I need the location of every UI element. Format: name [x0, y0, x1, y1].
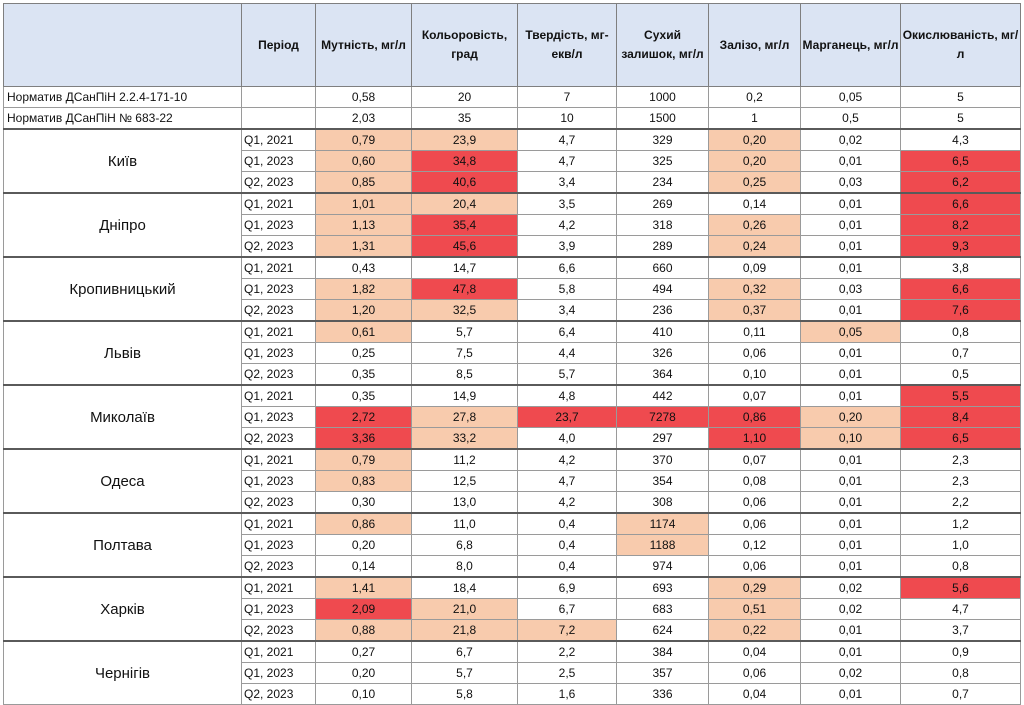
city-group	[4, 577, 1021, 641]
value-cell-iron: 0,26	[709, 215, 801, 236]
value-cell-manganese: 0,01	[801, 535, 901, 556]
value-cell-turbidity: 1,01	[316, 193, 412, 215]
period-cell: Q1, 2021	[242, 321, 316, 343]
value-cell-iron: 0,32	[709, 279, 801, 300]
value-cell-hardness: 6,6	[518, 257, 617, 279]
period-cell: Q2, 2023	[242, 684, 316, 705]
city-group	[4, 321, 1021, 385]
value-cell-oxidizability: 9,3	[901, 236, 1021, 258]
norm-value-color: 20	[412, 87, 518, 108]
value-cell-oxidizability: 7,6	[901, 300, 1021, 322]
value-cell-dry-residue: 289	[617, 236, 709, 258]
value-cell-turbidity: 1,20	[316, 300, 412, 322]
norm-row	[4, 108, 1021, 130]
value-cell-dry-residue: 269	[617, 193, 709, 215]
header-cell-color: Кольоровість, град	[412, 4, 518, 87]
value-cell-oxidizability: 6,5	[901, 151, 1021, 172]
city-group	[4, 193, 1021, 257]
value-cell-iron: 0,20	[709, 151, 801, 172]
value-cell-turbidity: 0,85	[316, 172, 412, 194]
period-cell: Q1, 2021	[242, 449, 316, 471]
value-cell-color: 13,0	[412, 492, 518, 514]
value-cell-dry-residue: 494	[617, 279, 709, 300]
period-cell: Q1, 2021	[242, 385, 316, 407]
value-cell-hardness: 2,2	[518, 641, 617, 663]
value-cell-color: 32,5	[412, 300, 518, 322]
value-cell-iron: 0,07	[709, 449, 801, 471]
value-cell-oxidizability: 0,8	[901, 663, 1021, 684]
period-cell: Q1, 2023	[242, 215, 316, 236]
value-cell-manganese: 0,01	[801, 556, 901, 578]
norm-value-turbidity: 0,58	[316, 87, 412, 108]
value-cell-manganese: 0,02	[801, 599, 901, 620]
norm-value-dry-residue: 1000	[617, 87, 709, 108]
value-cell-manganese: 0,10	[801, 428, 901, 450]
value-cell-manganese: 0,01	[801, 236, 901, 258]
value-cell-oxidizability: 6,2	[901, 172, 1021, 194]
value-cell-manganese: 0,01	[801, 620, 901, 642]
value-cell-oxidizability: 5,5	[901, 385, 1021, 407]
period-cell: Q1, 2021	[242, 513, 316, 535]
value-cell-turbidity: 0,35	[316, 364, 412, 386]
value-cell-hardness: 23,7	[518, 407, 617, 428]
value-cell-hardness: 0,4	[518, 556, 617, 578]
table-row	[4, 385, 1021, 407]
value-cell-turbidity: 0,43	[316, 257, 412, 279]
value-cell-color: 5,7	[412, 663, 518, 684]
value-cell-turbidity: 0,10	[316, 684, 412, 705]
norm-value-manganese: 0,05	[801, 87, 901, 108]
value-cell-turbidity: 0,79	[316, 449, 412, 471]
city-group	[4, 129, 1021, 193]
value-cell-hardness: 6,9	[518, 577, 617, 599]
value-cell-iron: 0,06	[709, 556, 801, 578]
value-cell-turbidity: 0,83	[316, 471, 412, 492]
value-cell-turbidity: 0,20	[316, 535, 412, 556]
value-cell-dry-residue: 683	[617, 599, 709, 620]
table-row	[4, 513, 1021, 535]
value-cell-oxidizability: 0,8	[901, 556, 1021, 578]
period-cell: Q2, 2023	[242, 556, 316, 578]
value-cell-dry-residue: 364	[617, 364, 709, 386]
norm-value-iron: 1	[709, 108, 801, 130]
value-cell-iron: 0,12	[709, 535, 801, 556]
value-cell-turbidity: 1,41	[316, 577, 412, 599]
value-cell-hardness: 6,7	[518, 599, 617, 620]
value-cell-hardness: 4,0	[518, 428, 617, 450]
value-cell-color: 47,8	[412, 279, 518, 300]
table-row	[4, 321, 1021, 343]
value-cell-color: 12,5	[412, 471, 518, 492]
value-cell-manganese: 0,02	[801, 577, 901, 599]
period-cell: Q1, 2023	[242, 599, 316, 620]
value-cell-turbidity: 0,86	[316, 513, 412, 535]
value-cell-color: 35,4	[412, 215, 518, 236]
value-cell-hardness: 3,9	[518, 236, 617, 258]
value-cell-turbidity: 1,31	[316, 236, 412, 258]
value-cell-color: 6,8	[412, 535, 518, 556]
period-cell: Q1, 2023	[242, 471, 316, 492]
value-cell-color: 14,9	[412, 385, 518, 407]
norm-label: Норматив ДСанПіН № 683-22	[4, 108, 242, 130]
value-cell-hardness: 0,4	[518, 535, 617, 556]
value-cell-dry-residue: 357	[617, 663, 709, 684]
period-cell: Q2, 2023	[242, 172, 316, 194]
value-cell-turbidity: 1,82	[316, 279, 412, 300]
value-cell-manganese: 0,01	[801, 151, 901, 172]
value-cell-iron: 0,04	[709, 684, 801, 705]
value-cell-dry-residue: 442	[617, 385, 709, 407]
value-cell-iron: 0,51	[709, 599, 801, 620]
value-cell-oxidizability: 4,7	[901, 599, 1021, 620]
value-cell-manganese: 0,01	[801, 343, 901, 364]
city-name: Харків	[4, 577, 242, 641]
value-cell-turbidity: 0,27	[316, 641, 412, 663]
value-cell-dry-residue: 370	[617, 449, 709, 471]
header-cell-dry-residue: Сухий залишок, мг/л	[617, 4, 709, 87]
city-name: Миколаїв	[4, 385, 242, 449]
value-cell-iron: 0,06	[709, 513, 801, 535]
value-cell-oxidizability: 3,8	[901, 257, 1021, 279]
value-cell-hardness: 4,7	[518, 471, 617, 492]
norm-period	[242, 108, 316, 130]
value-cell-color: 21,8	[412, 620, 518, 642]
value-cell-oxidizability: 0,7	[901, 684, 1021, 705]
value-cell-turbidity: 2,09	[316, 599, 412, 620]
value-cell-oxidizability: 6,6	[901, 193, 1021, 215]
value-cell-oxidizability: 0,7	[901, 343, 1021, 364]
value-cell-color: 18,4	[412, 577, 518, 599]
value-cell-manganese: 0,20	[801, 407, 901, 428]
value-cell-iron: 0,07	[709, 385, 801, 407]
value-cell-iron: 0,29	[709, 577, 801, 599]
value-cell-manganese: 0,01	[801, 257, 901, 279]
city-group	[4, 449, 1021, 513]
value-cell-manganese: 0,01	[801, 364, 901, 386]
header-cell-turbidity: Мутність, мг/л	[316, 4, 412, 87]
value-cell-iron: 0,25	[709, 172, 801, 194]
city-group	[4, 513, 1021, 577]
value-cell-dry-residue: 318	[617, 215, 709, 236]
value-cell-dry-residue: 974	[617, 556, 709, 578]
header-cell-oxidizability: Окислюваність, мг/л	[901, 4, 1021, 87]
value-cell-color: 40,6	[412, 172, 518, 194]
value-cell-hardness: 0,4	[518, 513, 617, 535]
value-cell-oxidizability: 0,8	[901, 321, 1021, 343]
norm-value-turbidity: 2,03	[316, 108, 412, 130]
value-cell-iron: 0,09	[709, 257, 801, 279]
period-cell: Q1, 2021	[242, 257, 316, 279]
value-cell-turbidity: 0,88	[316, 620, 412, 642]
value-cell-oxidizability: 6,5	[901, 428, 1021, 450]
city-name: Кропивницький	[4, 257, 242, 321]
value-cell-dry-residue: 660	[617, 257, 709, 279]
period-cell: Q1, 2021	[242, 641, 316, 663]
value-cell-manganese: 0,02	[801, 663, 901, 684]
norms-section	[4, 87, 1021, 130]
value-cell-oxidizability: 4,3	[901, 129, 1021, 151]
norm-value-manganese: 0,5	[801, 108, 901, 130]
table-row	[4, 193, 1021, 215]
value-cell-hardness: 4,2	[518, 215, 617, 236]
value-cell-iron: 0,20	[709, 129, 801, 151]
period-cell: Q2, 2023	[242, 364, 316, 386]
city-group	[4, 257, 1021, 321]
value-cell-iron: 0,11	[709, 321, 801, 343]
norm-value-hardness: 7	[518, 87, 617, 108]
city-group	[4, 385, 1021, 449]
value-cell-color: 7,5	[412, 343, 518, 364]
value-cell-color: 45,6	[412, 236, 518, 258]
value-cell-hardness: 3,5	[518, 193, 617, 215]
value-cell-color: 34,8	[412, 151, 518, 172]
header-cell-blank	[4, 4, 242, 87]
value-cell-iron: 0,06	[709, 492, 801, 514]
header-cell-hardness: Твердість, мг-екв/л	[518, 4, 617, 87]
value-cell-iron: 0,14	[709, 193, 801, 215]
value-cell-hardness: 5,8	[518, 279, 617, 300]
period-cell: Q1, 2023	[242, 407, 316, 428]
value-cell-hardness: 4,2	[518, 492, 617, 514]
value-cell-iron: 1,10	[709, 428, 801, 450]
value-cell-color: 20,4	[412, 193, 518, 215]
value-cell-iron: 0,06	[709, 663, 801, 684]
table-row	[4, 449, 1021, 471]
value-cell-color: 6,7	[412, 641, 518, 663]
value-cell-dry-residue: 329	[617, 129, 709, 151]
value-cell-dry-residue: 624	[617, 620, 709, 642]
value-cell-dry-residue: 693	[617, 577, 709, 599]
value-cell-oxidizability: 1,0	[901, 535, 1021, 556]
value-cell-manganese: 0,05	[801, 321, 901, 343]
value-cell-iron: 0,06	[709, 343, 801, 364]
value-cell-dry-residue: 384	[617, 641, 709, 663]
value-cell-iron: 0,24	[709, 236, 801, 258]
value-cell-iron: 0,86	[709, 407, 801, 428]
value-cell-iron: 0,10	[709, 364, 801, 386]
period-cell: Q1, 2021	[242, 129, 316, 151]
table-header	[4, 4, 1021, 87]
period-cell: Q1, 2023	[242, 663, 316, 684]
value-cell-turbidity: 1,13	[316, 215, 412, 236]
value-cell-hardness: 4,7	[518, 151, 617, 172]
value-cell-oxidizability: 0,5	[901, 364, 1021, 386]
value-cell-turbidity: 0,60	[316, 151, 412, 172]
value-cell-color: 11,0	[412, 513, 518, 535]
value-cell-hardness: 5,7	[518, 364, 617, 386]
value-cell-oxidizability: 1,2	[901, 513, 1021, 535]
value-cell-dry-residue: 1174	[617, 513, 709, 535]
value-cell-turbidity: 0,20	[316, 663, 412, 684]
norm-value-hardness: 10	[518, 108, 617, 130]
value-cell-iron: 0,22	[709, 620, 801, 642]
value-cell-hardness: 7,2	[518, 620, 617, 642]
value-cell-manganese: 0,03	[801, 172, 901, 194]
value-cell-oxidizability: 2,3	[901, 449, 1021, 471]
table-row	[4, 257, 1021, 279]
value-cell-hardness: 3,4	[518, 300, 617, 322]
value-cell-turbidity: 0,30	[316, 492, 412, 514]
water-quality-table	[3, 3, 1021, 705]
value-cell-hardness: 1,6	[518, 684, 617, 705]
value-cell-manganese: 0,01	[801, 300, 901, 322]
norm-value-oxidizability: 5	[901, 108, 1021, 130]
norm-value-oxidizability: 5	[901, 87, 1021, 108]
city-name: Полтава	[4, 513, 242, 577]
value-cell-dry-residue: 7278	[617, 407, 709, 428]
value-cell-manganese: 0,01	[801, 215, 901, 236]
value-cell-hardness: 2,5	[518, 663, 617, 684]
city-name: Київ	[4, 129, 242, 193]
period-cell: Q1, 2023	[242, 279, 316, 300]
value-cell-dry-residue: 308	[617, 492, 709, 514]
value-cell-turbidity: 3,36	[316, 428, 412, 450]
value-cell-dry-residue: 336	[617, 684, 709, 705]
header-cell-manganese: Марганець, мг/л	[801, 4, 901, 87]
value-cell-color: 11,2	[412, 449, 518, 471]
value-cell-hardness: 4,4	[518, 343, 617, 364]
norm-label: Норматив ДСанПіН 2.2.4-171-10	[4, 87, 242, 108]
value-cell-oxidizability: 0,9	[901, 641, 1021, 663]
value-cell-oxidizability: 6,6	[901, 279, 1021, 300]
value-cell-dry-residue: 410	[617, 321, 709, 343]
period-cell: Q2, 2023	[242, 236, 316, 258]
value-cell-color: 27,8	[412, 407, 518, 428]
value-cell-oxidizability: 5,6	[901, 577, 1021, 599]
norm-value-dry-residue: 1500	[617, 108, 709, 130]
value-cell-iron: 0,08	[709, 471, 801, 492]
header-cell-period: Період	[242, 4, 316, 87]
value-cell-dry-residue: 1188	[617, 535, 709, 556]
value-cell-dry-residue: 236	[617, 300, 709, 322]
value-cell-turbidity: 2,72	[316, 407, 412, 428]
value-cell-turbidity: 0,25	[316, 343, 412, 364]
period-cell: Q2, 2023	[242, 300, 316, 322]
city-name: Дніпро	[4, 193, 242, 257]
value-cell-iron: 0,37	[709, 300, 801, 322]
value-cell-oxidizability: 8,4	[901, 407, 1021, 428]
norm-row	[4, 87, 1021, 108]
value-cell-dry-residue: 326	[617, 343, 709, 364]
value-cell-oxidizability: 3,7	[901, 620, 1021, 642]
value-cell-manganese: 0,01	[801, 684, 901, 705]
value-cell-manganese: 0,01	[801, 193, 901, 215]
value-cell-hardness: 6,4	[518, 321, 617, 343]
value-cell-oxidizability: 2,2	[901, 492, 1021, 514]
norm-period	[242, 87, 316, 108]
value-cell-manganese: 0,01	[801, 385, 901, 407]
period-cell: Q1, 2021	[242, 193, 316, 215]
value-cell-color: 5,8	[412, 684, 518, 705]
header-cell-iron: Залізо, мг/л	[709, 4, 801, 87]
value-cell-manganese: 0,03	[801, 279, 901, 300]
value-cell-color: 33,2	[412, 428, 518, 450]
value-cell-iron: 0,04	[709, 641, 801, 663]
period-cell: Q1, 2021	[242, 577, 316, 599]
city-name: Одеса	[4, 449, 242, 513]
value-cell-color: 5,7	[412, 321, 518, 343]
period-cell: Q2, 2023	[242, 492, 316, 514]
value-cell-dry-residue: 297	[617, 428, 709, 450]
table-row	[4, 577, 1021, 599]
value-cell-manganese: 0,01	[801, 513, 901, 535]
period-cell: Q1, 2023	[242, 151, 316, 172]
value-cell-turbidity: 0,14	[316, 556, 412, 578]
value-cell-turbidity: 0,79	[316, 129, 412, 151]
period-cell: Q2, 2023	[242, 620, 316, 642]
value-cell-color: 21,0	[412, 599, 518, 620]
norm-value-color: 35	[412, 108, 518, 130]
value-cell-color: 14,7	[412, 257, 518, 279]
value-cell-oxidizability: 8,2	[901, 215, 1021, 236]
period-cell: Q1, 2023	[242, 343, 316, 364]
period-cell: Q1, 2023	[242, 535, 316, 556]
city-group	[4, 641, 1021, 705]
value-cell-color: 23,9	[412, 129, 518, 151]
value-cell-hardness: 4,8	[518, 385, 617, 407]
table-row	[4, 129, 1021, 151]
city-name: Львів	[4, 321, 242, 385]
value-cell-turbidity: 0,35	[316, 385, 412, 407]
value-cell-manganese: 0,01	[801, 471, 901, 492]
value-cell-hardness: 3,4	[518, 172, 617, 194]
value-cell-hardness: 4,2	[518, 449, 617, 471]
value-cell-dry-residue: 354	[617, 471, 709, 492]
value-cell-color: 8,0	[412, 556, 518, 578]
value-cell-dry-residue: 234	[617, 172, 709, 194]
value-cell-oxidizability: 2,3	[901, 471, 1021, 492]
table-row	[4, 641, 1021, 663]
value-cell-manganese: 0,01	[801, 492, 901, 514]
city-name: Чернігів	[4, 641, 242, 705]
value-cell-manganese: 0,02	[801, 129, 901, 151]
value-cell-color: 8,5	[412, 364, 518, 386]
value-cell-manganese: 0,01	[801, 641, 901, 663]
period-cell: Q2, 2023	[242, 428, 316, 450]
value-cell-dry-residue: 325	[617, 151, 709, 172]
norm-value-iron: 0,2	[709, 87, 801, 108]
value-cell-turbidity: 0,61	[316, 321, 412, 343]
value-cell-manganese: 0,01	[801, 449, 901, 471]
value-cell-hardness: 4,7	[518, 129, 617, 151]
